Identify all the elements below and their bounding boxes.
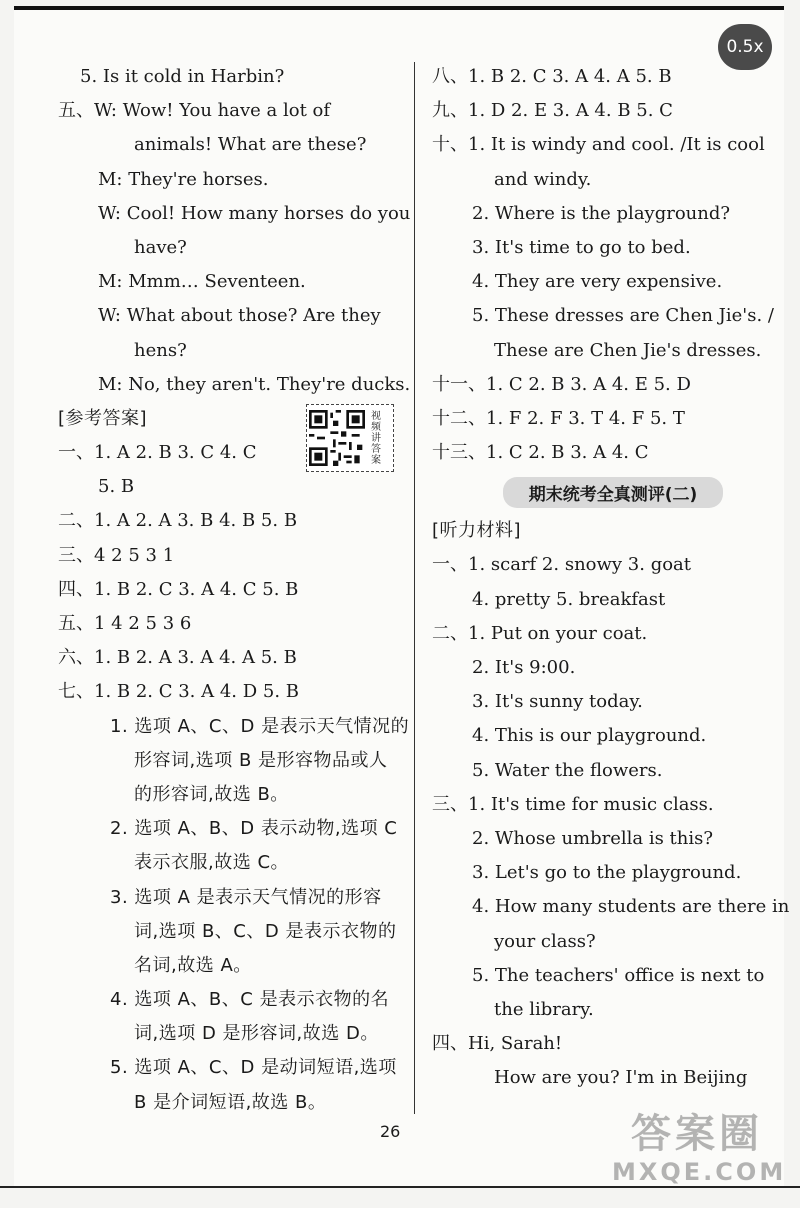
left-text-line: have? xyxy=(134,236,187,258)
left-text-line: animals! What are these? xyxy=(134,134,367,156)
right-text-line: 3. It's time to go to bed. xyxy=(472,236,691,258)
watermark-url: MXQE.COM xyxy=(612,1158,787,1186)
right-text-line: 十三、1. C 2. B 3. A 4. C xyxy=(432,442,649,464)
right-text-line: and windy. xyxy=(494,168,592,190)
bottom-edge xyxy=(0,1186,800,1208)
right-text-line: 4. pretty 5. breakfast xyxy=(472,588,666,610)
right-text-line: 十二、1. F 2. F 3. T 4. F 5. T xyxy=(432,407,685,429)
right-text-line: the library. xyxy=(494,998,594,1020)
left-text-line: 5. B xyxy=(98,476,135,498)
right-text-line: 3. It's sunny today. xyxy=(472,691,643,713)
right-text-line: 八、1. B 2. C 3. A 4. A 5. B xyxy=(432,66,672,87)
qr-code-icon xyxy=(309,410,365,466)
document-page xyxy=(14,6,790,1188)
left-column xyxy=(58,60,410,1120)
right-text-line: 十一、1. C 2. B 3. A 4. E 5. D xyxy=(432,373,691,395)
qr-label: 视频讲答案 xyxy=(371,410,381,466)
right-text-line: 十、1. It is windy and cool. /It is cool xyxy=(432,134,765,156)
left-text-line: 1. 选项 A、C、D 是表示天气情况的 xyxy=(110,715,410,737)
left-text-line: 五、1 4 2 5 3 6 xyxy=(58,613,192,634)
right-text-line: your class? xyxy=(494,930,596,952)
left-text-line: 七、1. B 2. C 3. A 4. D 5. B xyxy=(58,681,300,703)
left-text-line: 六、1. B 2. A 3. A 4. A 5. B xyxy=(58,647,297,669)
left-text-line: 的形容词,故选 B。 xyxy=(134,783,289,805)
right-text-line: 二、1. Put on your coat. xyxy=(432,622,648,644)
left-text-line: 词,选项 D 是形容词,故选 D。 xyxy=(134,1023,379,1045)
left-text-line: 二、1. A 2. A 3. B 4. B 5. B xyxy=(58,510,298,532)
right-text-line: 5. These dresses are Chen Jie's. / xyxy=(472,305,774,327)
left-text-line: 五、W: Wow! You have a lot of xyxy=(58,100,331,122)
left-text-line: M: Mmm… Seventeen. xyxy=(98,271,306,293)
qr-code-box[interactable] xyxy=(306,404,394,472)
left-text-line: 名词,故选 A。 xyxy=(134,954,252,976)
left-text-line: 三、4 2 5 3 1 xyxy=(58,544,175,566)
left-text-line: M: They're horses. xyxy=(98,168,269,190)
right-text-line: [听力材料] xyxy=(432,520,522,542)
right-text-line: 4. How many students are there in xyxy=(472,896,790,918)
right-text-line: 5. The teachers' office is next to xyxy=(472,964,765,986)
right-text-line: 2. Whose umbrella is this? xyxy=(472,827,714,849)
left-text-line: 表示衣服,故选 C。 xyxy=(134,852,290,874)
right-text-line: 4. This is our playground. xyxy=(472,725,707,747)
left-text-line: 词,选项 B、C、D 是表示衣物的 xyxy=(134,920,397,942)
column-divider xyxy=(414,62,415,1114)
right-text-line: 三、1. It's time for music class. xyxy=(432,793,714,815)
right-text-line: 2. Where is the playground? xyxy=(472,202,731,224)
playback-speed-button[interactable]: 0.5x xyxy=(718,24,772,70)
left-text-line: B 是介词短语,故选 B。 xyxy=(134,1091,327,1113)
left-text-line: 3. 选项 A 是表示天气情况的形容 xyxy=(110,886,382,908)
section-banner-title: 期末统考全真测评(二) xyxy=(503,477,724,508)
left-text-line: 形容词,选项 B 是形容物品或人 xyxy=(134,749,388,771)
left-text-line: 一、1. A 2. B 3. C 4. C xyxy=(58,442,257,464)
right-text-line: 3. Let's go to the playground. xyxy=(472,862,742,884)
section-banner xyxy=(432,470,794,514)
right-text-line: 九、1. D 2. E 3. A 4. B 5. C xyxy=(432,100,673,122)
right-text-line: 四、Hi, Sarah! xyxy=(432,1033,563,1055)
left-text-line: 2. 选项 A、B、D 表示动物,选项 C xyxy=(110,818,398,840)
left-text-line: 5. Is it cold in Harbin? xyxy=(80,66,285,87)
right-text-line: 2. It's 9:00. xyxy=(472,657,576,678)
right-text-line: How are you? I'm in Beijing xyxy=(494,1067,748,1089)
left-text-line: W: Cool! How many horses do you xyxy=(98,202,411,224)
watermark-logo-text: 答案圈 xyxy=(631,1111,763,1157)
right-text-line: 一、1. scarf 2. snowy 3. goat xyxy=(432,554,692,576)
site-watermark xyxy=(612,1110,787,1196)
left-text-line: 四、1. B 2. C 3. A 4. C 5. B xyxy=(58,578,299,600)
left-text-line: hens? xyxy=(134,339,187,361)
page-number: 26 xyxy=(380,1122,401,1141)
right-column xyxy=(432,60,794,1095)
right-text-line: 5. Water the flowers. xyxy=(472,759,663,781)
left-text-line: [参考答案] xyxy=(58,407,148,429)
left-text-line: 4. 选项 A、B、C 是表示衣物的名 xyxy=(110,989,390,1011)
left-text-line: M: No, they aren't. They're ducks. xyxy=(98,373,411,395)
right-text-line: These are Chen Jie's dresses. xyxy=(494,339,762,361)
left-text-line: 5. 选项 A、C、D 是动词短语,选项 xyxy=(110,1057,397,1079)
left-text-line: W: What about those? Are they xyxy=(98,305,381,327)
right-text-line: 4. They are very expensive. xyxy=(472,271,723,293)
